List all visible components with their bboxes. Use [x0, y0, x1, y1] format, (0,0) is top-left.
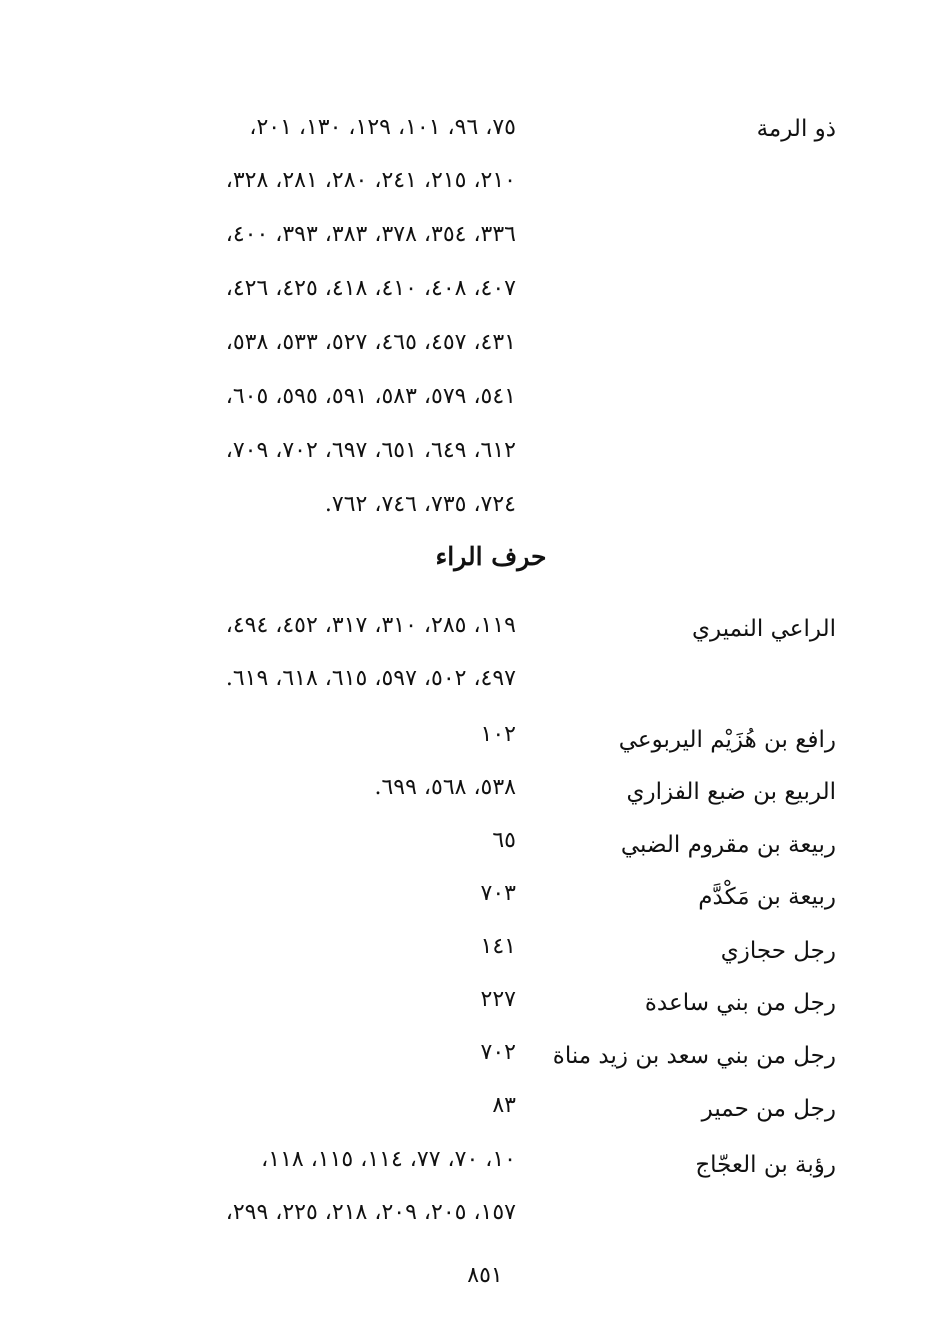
page-refs-line: ٧٠٣ — [480, 881, 516, 906]
page-refs-line: ١٥٧، ٢٠٥، ٢٠٩، ٢١٨، ٢٢٥، ٢٩٩، — [225, 1200, 516, 1225]
page-refs-line: ٧٥، ٩٦، ١٠١، ١٢٩، ١٣٠، ٢٠١، — [249, 115, 516, 140]
page-refs-line: ٧٠٢ — [480, 1040, 516, 1065]
page-refs-line: ١٠، ٧٠، ٧٧، ١١٤، ١١٥، ١١٨، — [261, 1147, 516, 1172]
page-refs-line: ٨٣ — [492, 1093, 516, 1118]
entry-name: رجل من حمير — [701, 1096, 836, 1122]
entry-name: رجل من بني سعد بن زيد مناة — [552, 1043, 836, 1069]
entry-name: رجل من بني ساعدة — [644, 990, 836, 1016]
section-heading: حرف الراء — [435, 542, 547, 571]
page-refs-line: ٣٣٦، ٣٥٤، ٣٧٨، ٣٨٣، ٣٩٣، ٤٠٠، — [225, 222, 516, 247]
page-refs-line: ٦٥ — [492, 828, 516, 853]
entry-name: ربيعة بن مَكْدَّم — [698, 884, 836, 910]
page-refs-line: ٤٣١، ٤٥٧، ٤٦٥، ٥٢٧، ٥٣٣، ٥٣٨، — [225, 330, 516, 355]
page-refs-line: ٦١٢، ٦٤٩، ٦٥١، ٦٩٧، ٧٠٢، ٧٠٩، — [225, 438, 516, 463]
entry-name: رافع بن هُزَيْم اليربوعي — [618, 727, 836, 753]
entry-name: ذو الرمة — [756, 116, 836, 142]
entry-name: رجل حجازي — [720, 938, 836, 964]
page-refs-line: ٤٠٧، ٤٠٨، ٤١٠، ٤١٨، ٤٢٥، ٤٢٦، — [225, 276, 516, 301]
entry-name: الراعي النميري — [692, 616, 836, 642]
page-refs-line: ٥٤١، ٥٧٩، ٥٨٣، ٥٩١، ٥٩٥، ٦٠٥، — [225, 384, 516, 409]
entry-name: ربيعة بن مقروم الضبي — [620, 832, 836, 858]
page-refs-line: ٧٢٤، ٧٣٥، ٧٤٦، ٧٦٢. — [324, 492, 516, 517]
page-refs-line: ١١٩، ٢٨٥، ٣١٠، ٣١٧، ٤٥٢، ٤٩٤، — [225, 613, 516, 638]
page-refs-line: ٢١٠، ٢١٥، ٢٤١، ٢٨٠، ٢٨١، ٣٢٨، — [225, 168, 516, 193]
page-refs-line: ٢٢٧ — [480, 987, 516, 1012]
page-refs-line: ٥٣٨، ٥٦٨، ٦٩٩. — [374, 775, 516, 800]
page-refs-line: ١٤١ — [480, 934, 516, 959]
page-refs-line: ٤٩٧، ٥٠٢، ٥٩٧، ٦١٥، ٦١٨، ٦١٩. — [225, 666, 516, 691]
page-refs-line: ١٠٢ — [480, 722, 516, 747]
entry-name: رؤبة بن العجّاج — [695, 1152, 836, 1178]
entry-name: الربيع بن ضبع الفزاري — [626, 779, 836, 805]
page-number: ٨٥١ — [467, 1263, 503, 1288]
